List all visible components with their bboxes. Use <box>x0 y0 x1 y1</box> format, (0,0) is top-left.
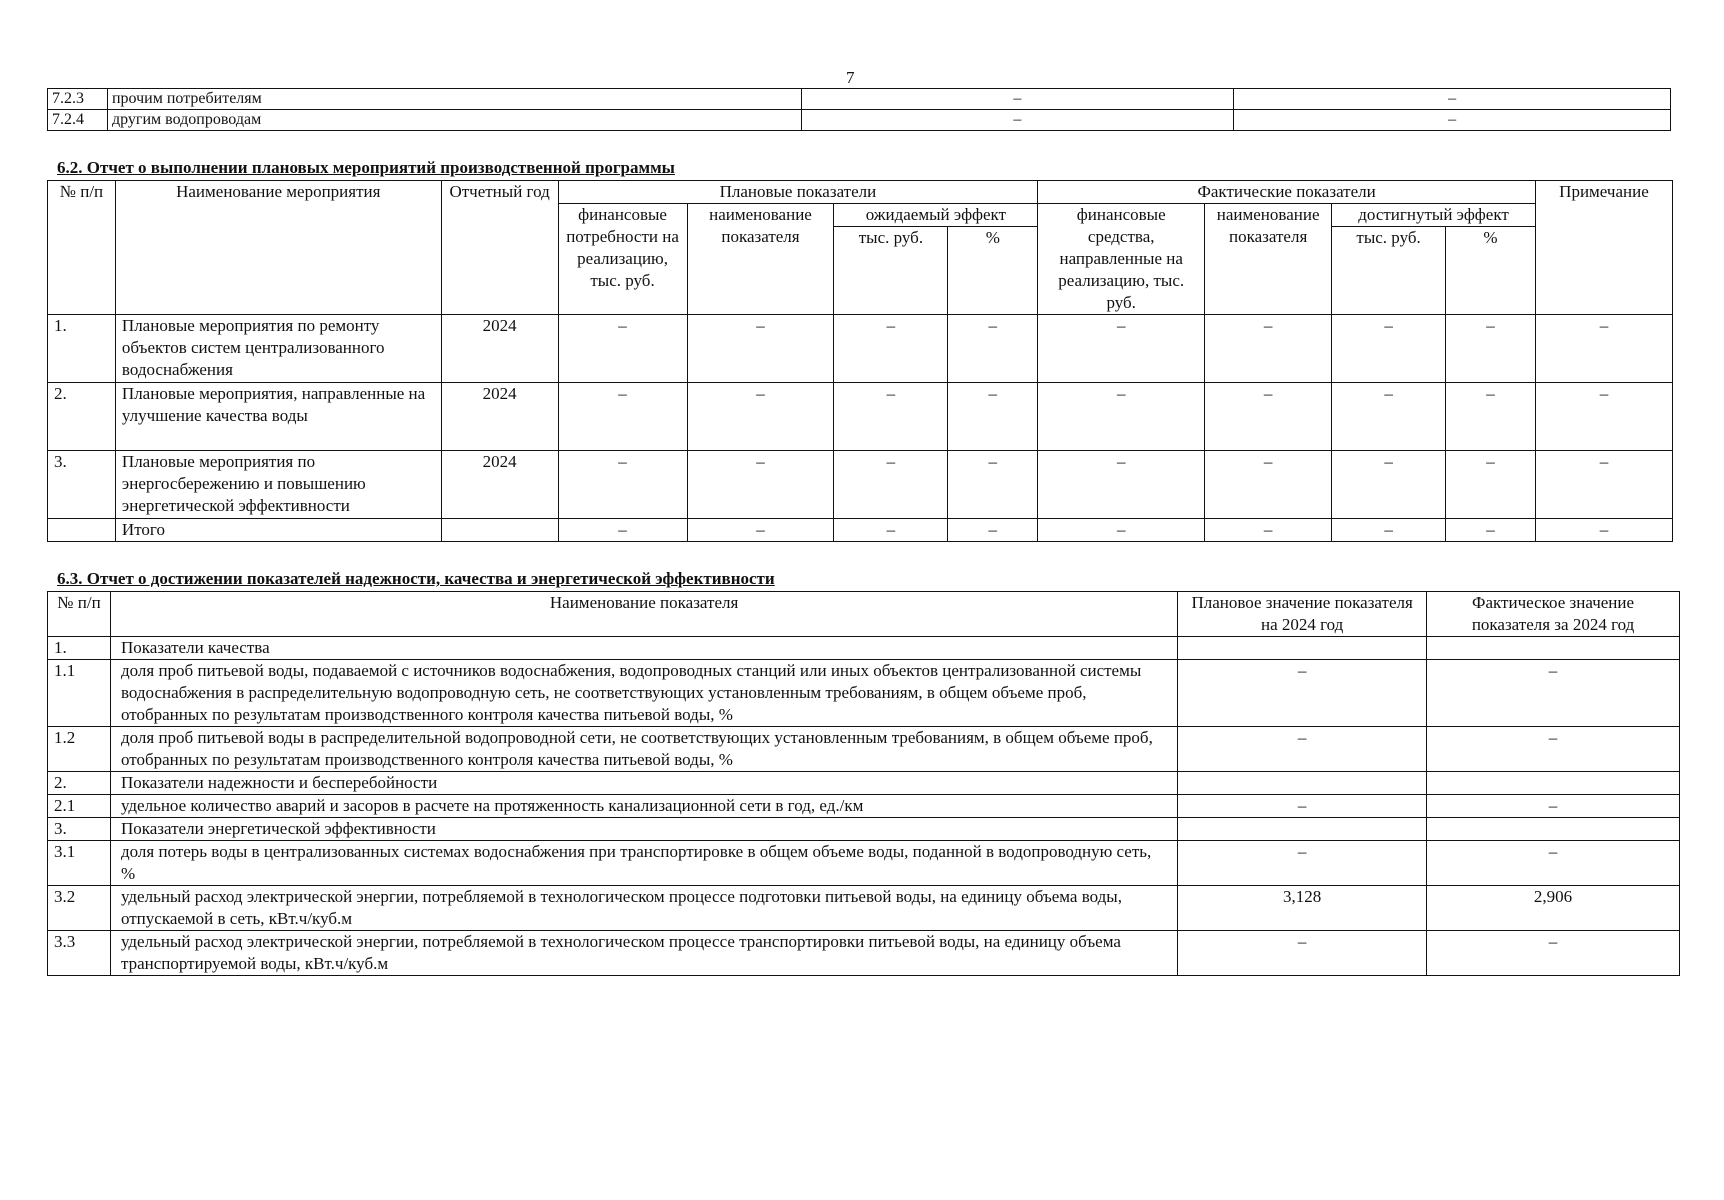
header-plan-fin: финансовые потребности на реализацию, тыс. руб. <box>558 204 687 315</box>
cell-dash: – <box>834 451 948 519</box>
cell-dash: – <box>1535 315 1672 383</box>
cell-dash: – <box>1038 315 1205 383</box>
cell-dash: – <box>558 315 687 383</box>
cell-dash: – <box>948 383 1038 451</box>
header-row <box>48 181 1673 204</box>
cell-dash: – <box>948 451 1038 519</box>
row-number: 2.1 <box>48 795 111 818</box>
row-fact: – <box>1427 795 1680 818</box>
header-note: Примечание <box>1535 181 1672 315</box>
row-value: – <box>801 110 1234 131</box>
cell-dash: – <box>1535 519 1672 542</box>
row-year: 2024 <box>441 451 558 519</box>
cell-dash: – <box>948 519 1038 542</box>
cell-dash: – <box>1446 315 1536 383</box>
row-value: – <box>801 89 1234 110</box>
row-year: 2024 <box>441 315 558 383</box>
row-number: 2. <box>48 772 111 795</box>
row-number: 2. <box>48 383 116 451</box>
row-name: доля проб питьевой воды, подаваемой с источников водоснабжения, водопроводных станций или иных объектов централизованной системы водоснабжения в распределительную водопроводную сеть, не соответствующих установленным требованиям, в общем объеме проб, отобранных по результатам производственного контроля качества питьевой воды, % <box>110 660 1177 727</box>
table-row <box>48 931 1680 976</box>
header-actual: Фактические показатели <box>1038 181 1536 204</box>
row-plan: – <box>1178 931 1427 976</box>
row-name: Показатели надежности и бесперебойности <box>110 772 1177 795</box>
header-num: № п/п <box>48 592 111 637</box>
header-name: Наименование показателя <box>110 592 1177 637</box>
section-title-6-3: 6.3. Отчет о достижении показателей надежности, качества и энергетической эффективности <box>57 569 775 588</box>
row-value: – <box>1234 110 1671 131</box>
header-fact: Фактическое значение показателя за 2024 год <box>1427 592 1680 637</box>
header-fact-effect: достигнутый эффект <box>1332 204 1536 227</box>
row-fact <box>1427 818 1680 841</box>
row-plan <box>1178 818 1427 841</box>
row-plan: 3,128 <box>1178 886 1427 931</box>
cell-dash: – <box>687 519 834 542</box>
cell-dash: – <box>1205 315 1332 383</box>
cell-dash: – <box>1205 451 1332 519</box>
row-fact <box>1427 772 1680 795</box>
row-number: 3. <box>48 818 111 841</box>
cell-dash: – <box>1332 383 1446 451</box>
table-row <box>48 841 1680 886</box>
table-row <box>48 886 1680 931</box>
header-planned: Плановые показатели <box>558 181 1038 204</box>
header-pct: % <box>1446 227 1536 315</box>
cell-dash: – <box>1038 519 1205 542</box>
row-number: 3. <box>48 451 116 519</box>
cell-dash: – <box>1038 383 1205 451</box>
row-number: 1.1 <box>48 660 111 727</box>
row-name: Плановые мероприятия, направленные на улучшение качества воды <box>115 383 441 451</box>
row-plan: – <box>1178 841 1427 886</box>
row-plan <box>1178 637 1427 660</box>
cell-dash: – <box>687 451 834 519</box>
section-title-6-2: 6.2. Отчет о выполнении плановых мероприятий производственной программы <box>57 158 675 177</box>
row-number: 3.3 <box>48 931 111 976</box>
header-fact-indicator: наименование показателя <box>1205 204 1332 315</box>
row-fact: – <box>1427 841 1680 886</box>
total-num <box>48 519 116 542</box>
cell-dash: – <box>1332 451 1446 519</box>
header-plan-indicator: наименование показателя <box>687 204 834 315</box>
row-number: 7.2.4 <box>48 110 108 131</box>
header-pct: % <box>948 227 1038 315</box>
table-row <box>48 795 1680 818</box>
cell-dash: – <box>948 315 1038 383</box>
table-row <box>48 383 1673 451</box>
cell-dash: – <box>1205 519 1332 542</box>
row-number: 1.2 <box>48 727 111 772</box>
cell-dash: – <box>1332 519 1446 542</box>
row-name: другим водопроводам <box>107 110 801 131</box>
cell-dash: – <box>834 383 948 451</box>
row-number: 3.1 <box>48 841 111 886</box>
row-fact: – <box>1427 931 1680 976</box>
header-num: № п/п <box>48 181 116 315</box>
table-row <box>48 637 1680 660</box>
header-plan: Плановое значение показателя на 2024 год <box>1178 592 1427 637</box>
cell-dash: – <box>1535 383 1672 451</box>
table-7-2-continuation <box>47 88 1671 131</box>
total-row <box>48 519 1673 542</box>
row-year: 2024 <box>441 383 558 451</box>
table-row <box>48 818 1680 841</box>
page-number: 7 <box>846 68 855 87</box>
row-fact: – <box>1427 660 1680 727</box>
header-thous: тыс. руб. <box>834 227 948 315</box>
table-row <box>48 451 1673 519</box>
header-thous: тыс. руб. <box>1332 227 1446 315</box>
cell-dash: – <box>834 519 948 542</box>
cell-dash: – <box>1205 383 1332 451</box>
row-name: Плановые мероприятия по энергосбережению и повышению энергетической эффективности <box>115 451 441 519</box>
cell-dash: – <box>1446 383 1536 451</box>
cell-dash: – <box>1038 451 1205 519</box>
row-name: доля проб питьевой воды в распределительной водопроводной сети, не соответствующих установленным требованиям, в общем объеме проб, отобранных по результатам производственного контроля качества питьевой воды, % <box>110 727 1177 772</box>
row-name: Плановые мероприятия по ремонту объектов систем централизованного водоснабжения <box>115 315 441 383</box>
row-fact <box>1427 637 1680 660</box>
header-year: Отчетный год <box>441 181 558 315</box>
table-row <box>48 772 1680 795</box>
row-fact: 2,906 <box>1427 886 1680 931</box>
cell-dash: – <box>558 383 687 451</box>
row-name: удельный расход электрической энергии, потребляемой в технологическом процессе транспортировки питьевой воды, на единицу объема транспортируемой воды, кВт.ч/куб.м <box>110 931 1177 976</box>
row-number: 1. <box>48 315 116 383</box>
table-row <box>48 315 1673 383</box>
row-plan: – <box>1178 795 1427 818</box>
row-fact: – <box>1427 727 1680 772</box>
cell-dash: – <box>558 451 687 519</box>
cell-dash: – <box>687 315 834 383</box>
header-plan-effect: ожидаемый эффект <box>834 204 1038 227</box>
header-row <box>48 592 1680 637</box>
table-row <box>48 660 1680 727</box>
cell-dash: – <box>834 315 948 383</box>
cell-dash: – <box>1446 519 1536 542</box>
row-value: – <box>1234 89 1671 110</box>
row-plan: – <box>1178 660 1427 727</box>
cell-dash: – <box>558 519 687 542</box>
cell-dash: – <box>1535 451 1672 519</box>
row-name: доля потерь воды в централизованных системах водоснабжения при транспортировке в общем объеме воды, поданной в водопроводную сеть, % <box>110 841 1177 886</box>
table-6-3 <box>47 591 1680 976</box>
total-year <box>441 519 558 542</box>
row-plan: – <box>1178 727 1427 772</box>
header-fact-fin: финансовые средства, направленные на реализацию, тыс. руб. <box>1038 204 1205 315</box>
table-row <box>48 727 1680 772</box>
row-number: 1. <box>48 637 111 660</box>
cell-dash: – <box>1332 315 1446 383</box>
cell-dash: – <box>1446 451 1536 519</box>
table-row <box>48 110 1671 131</box>
table-row <box>48 89 1671 110</box>
total-label: Итого <box>115 519 441 542</box>
row-name: Показатели качества <box>110 637 1177 660</box>
header-name: Наименование мероприятия <box>115 181 441 315</box>
row-plan <box>1178 772 1427 795</box>
row-number: 3.2 <box>48 886 111 931</box>
row-name: удельное количество аварий и засоров в расчете на протяженность канализационной сети в год, ед./км <box>110 795 1177 818</box>
table-6-2 <box>47 180 1673 542</box>
cell-dash: – <box>687 383 834 451</box>
row-number: 7.2.3 <box>48 89 108 110</box>
row-name: Показатели энергетической эффективности <box>110 818 1177 841</box>
row-name: удельный расход электрической энергии, потребляемой в технологическом процессе подготовки питьевой воды, на единицу объема воды, отпускаемой в сеть, кВт.ч/куб.м <box>110 886 1177 931</box>
row-name: прочим потребителям <box>107 89 801 110</box>
